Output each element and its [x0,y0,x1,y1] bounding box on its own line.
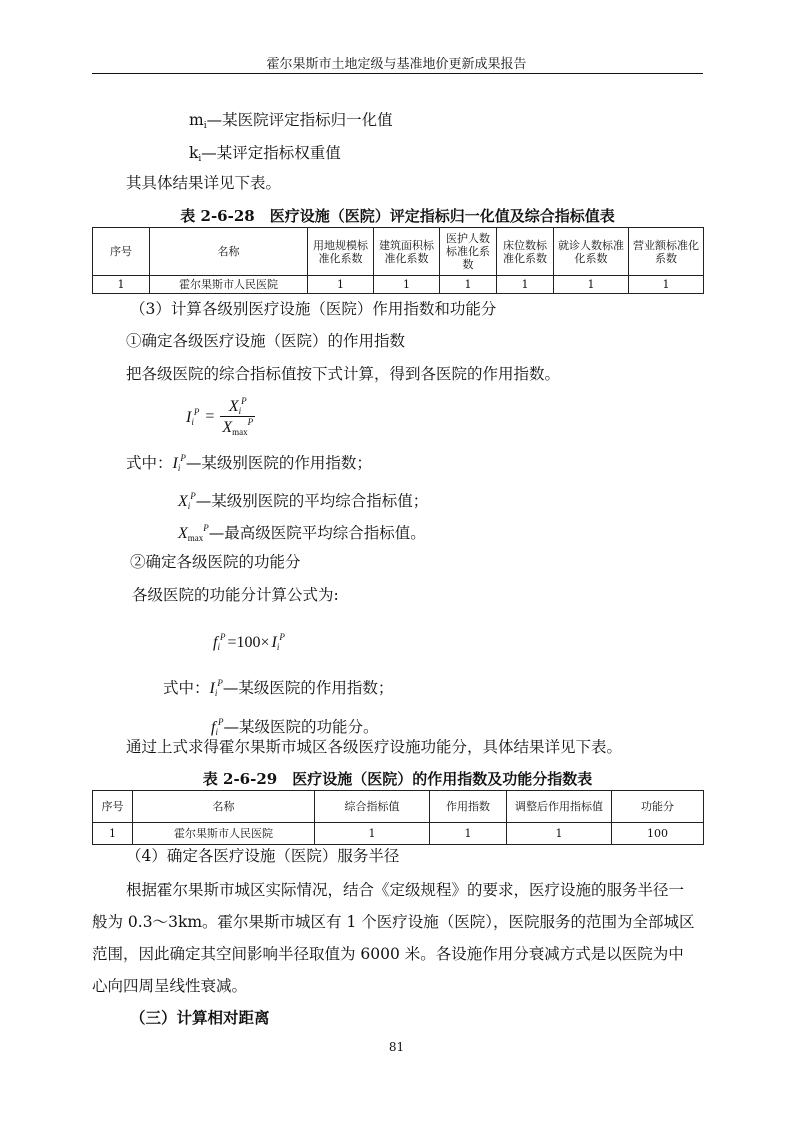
table1-cell: 1 [554,276,629,294]
intro-line: 其具体结果详见下表。 [126,174,282,192]
formula1-def-max-index: $X_{max}^P—$最高级医院平均综合指标值。 [178,523,426,543]
definition-m: $m_i—$某医院评定指标归一化值 [189,111,393,131]
sub2-text: 各级医院的功能分计算公式为: [132,586,339,604]
table2-header-row [93,791,704,823]
sub2-heading: ②确定各级医院的功能分 [130,553,301,571]
table2-header: 功能分 [612,791,704,823]
table1-header: 建筑面积标准化系数 [374,228,440,276]
table1-cell: 1 [374,276,440,294]
table1-header: 营业额标准化系数 [629,228,704,276]
table2-cell: 1 [430,823,507,845]
definition-k: $k_i—$某评定指标权重值 [189,144,341,164]
paragraph-line: 根据霍尔果斯市城区实际情况，结合《定级规程》的要求，医疗设施的服务半径一 [126,881,685,899]
table2-cell: 100 [612,823,704,845]
table2-header: 综合指标值 [315,791,430,823]
page-number: 81 [388,1040,405,1054]
table1-header: 序号 [93,228,150,276]
table2-header: 序号 [93,791,133,823]
sub1-heading: ①确定各级医疗设施（医院）的作用指数 [126,332,406,350]
paragraph-line: 心向四周呈线性衰减。 [92,977,248,995]
formula2-def-function-score: $f_i^P—$某级医院的功能分。 [211,717,379,737]
table1-header: 医护人数标准化系数 [440,228,497,276]
table1-cell: 1 [93,276,150,294]
paragraph-line: 范围，因此确定其空间影响半径取值为 6000 米。各设施作用分衰减方式是以医院为中 [92,945,684,963]
formula2-def-action-index: 式中：$I_i^P—$某级医院的作用指数； [163,678,394,698]
table2 [92,790,704,845]
table2-caption: 表 2-6-29 医疗设施（医院）的作用指数及功能分指数表 [202,770,593,788]
formula-function-score: $f_i^P =100\times I_i^P$ [213,632,285,652]
table1-header: 就诊人数标准化系数 [554,228,629,276]
table1-cell: 1 [440,276,497,294]
formula1-def-action-index: 式中：$I_i^P—$某级别医院的作用指数； [126,453,372,473]
running-header: 霍尔果斯市土地定级与基准地价更新成果报告 [266,57,527,72]
table1-header: 床位数标准化系数 [497,228,554,276]
formula1-def-average-index: $X_i^P—$某级别医院的平均综合指标值； [178,491,429,511]
section3-heading: （三）计算相对距离 [130,1008,270,1027]
table1-header-row [93,228,704,276]
table1-cell: 1 [497,276,554,294]
table2-cell: 霍尔果斯市人民医院 [133,823,315,845]
table2-header: 名称 [133,791,315,823]
step4-heading: （4）确定各医疗设施（医院）服务半径 [126,847,400,865]
table2-header: 作用指数 [430,791,507,823]
table2-cell: 1 [507,823,612,845]
table1-cell: 1 [629,276,704,294]
formula1-fraction: $\frac{X_i^P}{X_{max}^P}$ [222,396,254,437]
table2-cell: 1 [315,823,430,845]
table2-cell: 1 [93,823,133,845]
table-row [93,823,704,845]
step3-heading: （3）计算各级别医疗设施（医院）作用指数和功能分 [130,300,497,318]
paragraph-line: 般为 0.3～3km。霍尔果斯市城区有 1 个医疗设施（医院），医院服务的范围为全部城区 [92,913,695,931]
table1-header: 名称 [150,228,308,276]
table1-caption: 表 2-6-28 医疗设施（医院）评定指标归一化值及综合指标值表 [180,207,615,225]
table1-cell: 霍尔果斯市人民医院 [150,276,308,294]
sub1-text: 把各级医院的综合指标值按下式计算，得到各医院的作用指数。 [126,365,561,383]
table2-header: 调整后作用指标值 [507,791,612,823]
formula-action-index: $I_i^P$ = $\frac{X_i^P}{X_{max}^P}$ [186,396,254,437]
table1-header: 用地规模标准化系数 [308,228,374,276]
header-rule [92,73,703,74]
table1 [92,227,704,294]
table-row [93,276,704,294]
table1-cell: 1 [308,276,374,294]
result-text: 通过上式求得霍尔果斯市城区各级医疗设施功能分，具体结果详见下表。 [126,738,623,756]
